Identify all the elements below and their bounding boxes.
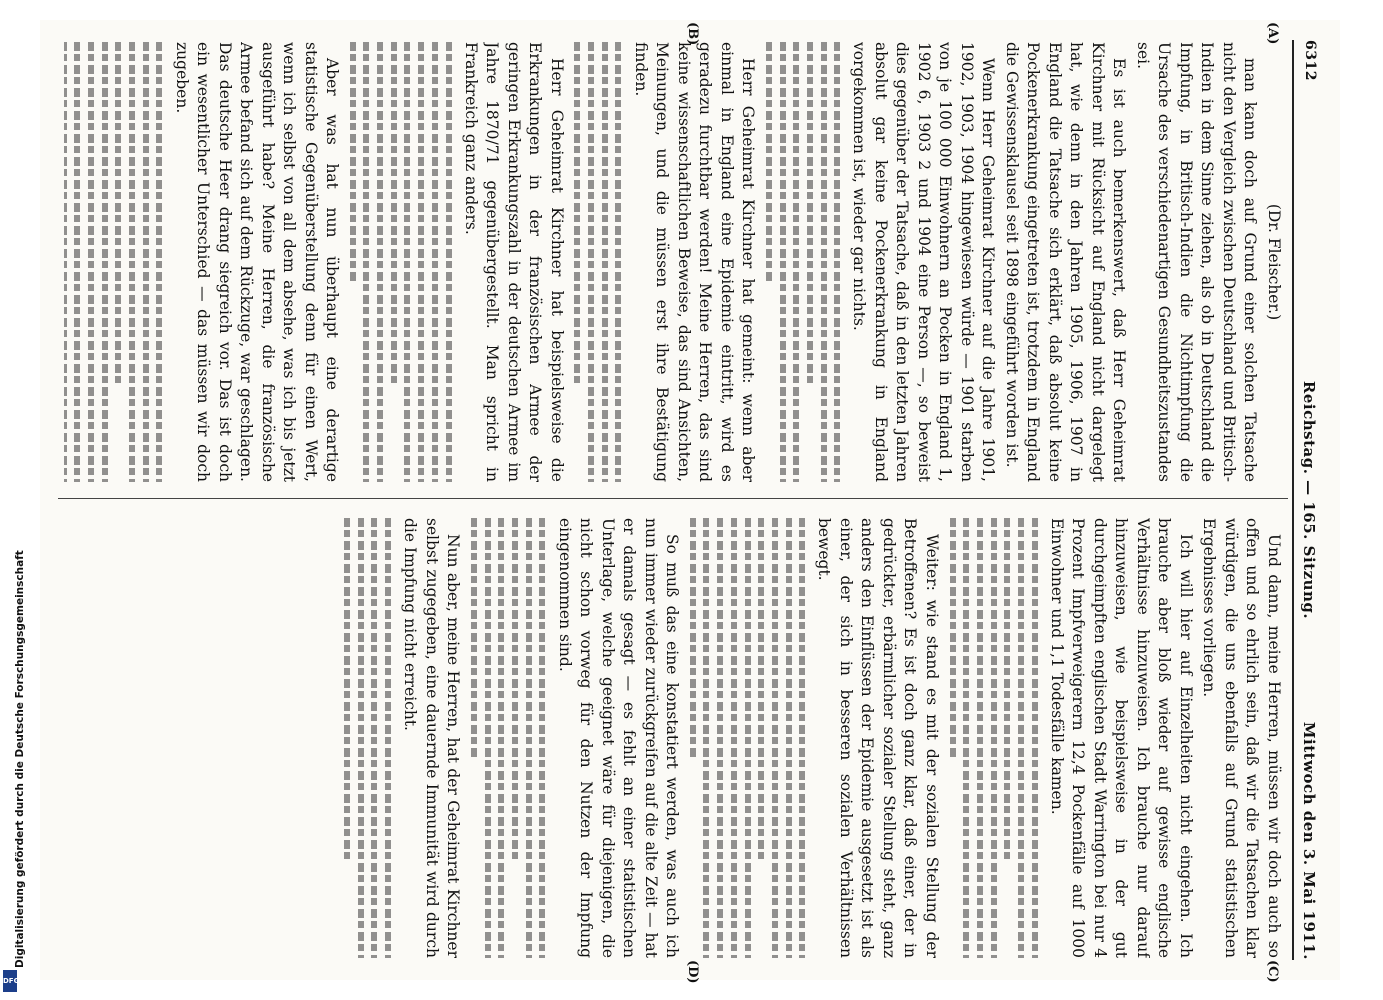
- credit-text: Digitalisierung gefördert durch die Deutsche Forschungsgemeinschaft: [14, 550, 26, 968]
- margin-marker-d: (D): [685, 960, 700, 984]
- scanned-page: [40, 20, 1340, 984]
- illegible-text-block: [766, 42, 840, 482]
- illegible-text-block: [690, 518, 806, 958]
- illegible-text-block: [64, 42, 162, 482]
- speaker-label: (Dr. Fleischer.): [1265, 203, 1283, 321]
- margin-marker-c: (C): [1265, 960, 1280, 983]
- session-title: Reichstag. — 165. Sitzung.: [1300, 380, 1318, 620]
- illegible-text-block: [350, 42, 452, 482]
- illegible-text-block: [574, 42, 621, 482]
- illegible-text-block: [344, 518, 391, 958]
- dfg-logo: DFG: [3, 970, 17, 992]
- paragraph: Ich will hier auf Einzelheiten nicht eingehen. Ich brauche aber bloß wieder auf gewisse englische Verhältnisse hinzuweisen. Ich brauche nur darauf hinzuweisen, wie beispielsweise in der gut durchgeimpften englischen Stadt Warrington bei nur 4 Prozent Impfverweigerern 12,4 Pockenfälle auf 1000 Einwohner und 1,1 Todesfälle kamen.: [1048, 518, 1195, 958]
- session-date: Mittwoch den 3. Mai 1911.: [1300, 721, 1318, 960]
- column-divider: [58, 498, 1288, 499]
- page-number: 6312: [1302, 40, 1318, 81]
- left-column: [64, 42, 1284, 482]
- paragraph: Wenn Herr Geheimrat Kirchner auf die Jahre 1901, 1902, 1903, 1904 hingewiesen würde — 1901 starben von je 100 000 Einwohnern an Pocken in England 1, 1902 6, 1903 2 und 1904 eine Person —, so beweist dies gegenüber der Tatsache, daß in den letzten Jahren absolut gar keine Pockenerkrankung in England vorgekommen ist, wieder gar nichts.: [850, 42, 998, 482]
- paragraph: So muß das eine konstatiert werden, was auch ich nun immer wieder zurückgreifen auf die alte Zeit — hat er damals gesagt — es fehlt an einer statistischen Unterlage, welche geeignet wäre für diejenigen, die nicht schon vorweg für den Nutzen der Impfung eingenommen sind.: [555, 518, 682, 958]
- paragraph: Es ist auch bemerkenswert, daß Herr Geheimrat Kirchner mit Rücksicht auf England nicht dargelegt hat, wie denn in den Jahren 1905, 1906, 1907 in England die Tatsache sich erklärt, daß absolut keine Pockenerkrankung eingetreten ist, trotzdem in England die Gewissensklausel seit 1898 eingeführt worden ist.: [1003, 42, 1129, 482]
- paragraph: Herr Geheimrat Kirchner hat beispielsweise die Erkrankungen in der französischen Armee der geringen Erkrankungszahl in der deutschen Armee im Jahre 1870/71 gegenübergestellt. Man spricht in Frankreich ganz anders.: [461, 42, 566, 482]
- paragraph: Nun aber, meine Herren, hat der Geheimrat Kirchner selbst zugegeben, eine dauernde Immunität wird durch die Impfung nicht erreicht.: [401, 518, 463, 958]
- paragraph: man kann doch auf Grund einer solchen Tatsache nicht den Vergleich zwischen Deutschland und Britisch-Indien in dem Sinne ziehen, als ob in Deutschland die Impfung, in Britisch-Indien die Nichtimpfung die Ursache des verschiedenartigen Gesundheitszustandes sei.: [1134, 42, 1260, 482]
- right-column: [64, 518, 1284, 958]
- illegible-text-block: [471, 518, 545, 958]
- paragraph: Und dann, meine Herren, müssen wir doch auch so offen und so ehrlich sein, daß wir die Tatsachen klar würdigen, die uns ebenfalls auf Grund statistischen Ergebnisses vorliegen.: [1200, 518, 1283, 958]
- illegible-text-block: [950, 518, 1038, 958]
- paragraph: Weiter: wie stand es mit der sozialen Stellung der Betroffenen? Es ist doch ganz klar, daß einer, der in gedrückter, erbärmlicher sozialer Stellung steht, ganz anders den Einflüssen der Epidemie ausgesetzt ist als einer, der sich in besseren sozialen Verhältnissen bewegt.: [815, 518, 941, 958]
- rotated-page-content: [40, 20, 1340, 984]
- header-rule: [1292, 40, 1294, 960]
- paragraph: Herr Geheimrat Kirchner hat gemeint: wenn aber einmal in England eine Epidemie eintritt, wird es geradezu furchtbar werden! Meine Herren, das sind keine wissenschaftlichen Beweise, das sind Ansichten, Meinungen, und die müssen erst ihre Bestätigung finden.: [631, 42, 758, 482]
- margin-marker-a: (A): [1265, 22, 1280, 45]
- margin-marker-b: (B): [685, 22, 700, 46]
- paragraph: Aber was hat nun überhaupt eine derartige statistische Gegenüberstellung denn für einen Wert, wenn ich selbst von all dem absehe, was ich bis jetzt ausgeführt habe? Meine Herren, die französische Armee befand sich auf dem Rückzuge, war geschlagen. Das deutsche Heer drang siegreich vor. Das ist doch ein wesentlicher Unterschied — das müssen wir doch zugeben.: [172, 42, 342, 482]
- page-header: [1296, 40, 1322, 960]
- digitization-credit: [0, 0, 26, 1000]
